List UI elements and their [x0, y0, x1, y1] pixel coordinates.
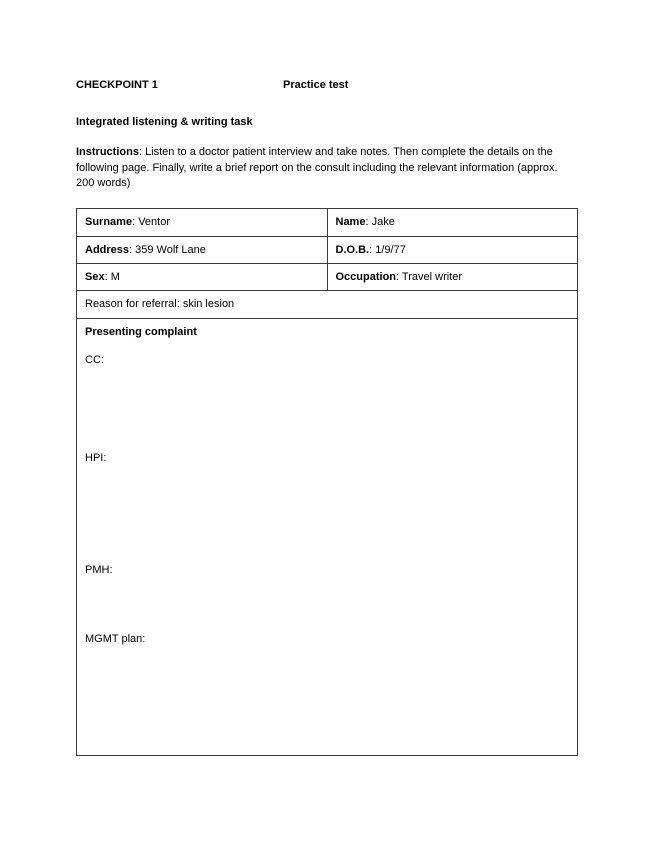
- surname-label: Surname: [85, 216, 133, 229]
- mgmt-plan-label: MGMT plan:: [85, 632, 146, 645]
- title-row: [76, 78, 578, 92]
- hpi-label: HPI:: [85, 452, 107, 465]
- cc-label: CC:: [85, 353, 104, 366]
- sex-cell: [77, 264, 328, 291]
- practice-test-title: Practice test: [283, 79, 349, 91]
- name-label: Name: [335, 216, 366, 229]
- checkpoint-title: CHECKPOINT 1: [76, 79, 158, 91]
- address-label: Address: [85, 243, 130, 256]
- address-cell: [77, 236, 328, 263]
- instructions-label: Instructions: [76, 145, 139, 158]
- occupation-cell: [327, 264, 578, 291]
- table-row: [77, 264, 578, 291]
- presenting-complaint-heading: Presenting complaint: [85, 325, 197, 338]
- dob-value: : 1/9/77: [369, 243, 406, 256]
- occupation-label: Occupation: [335, 271, 397, 283]
- sex-label: Sex: [85, 271, 105, 283]
- name-value: : Jake: [365, 216, 395, 229]
- presenting-complaint-cell: [77, 318, 578, 755]
- table-row: [77, 318, 578, 755]
- referral-text: Reason for referral: skin lesion: [85, 298, 235, 311]
- dob-cell: [327, 236, 578, 263]
- address-value: : 359 Wolf Lane: [129, 243, 206, 256]
- name-cell: [327, 209, 578, 236]
- dob-label: D.O.B.: [335, 243, 370, 256]
- table-row: [77, 291, 578, 318]
- instructions-text: : Listen to a doctor patient interview and take notes. Then complete the details on the following page. Finally, write a brief report on the consult including the relevant information (approx. 200 words): [76, 145, 558, 190]
- occupation-value: : Travel writer: [396, 271, 463, 283]
- pmh-label: PMH:: [85, 564, 113, 577]
- sex-value: : M: [104, 271, 120, 283]
- task-title: Integrated listening & writing task: [76, 116, 253, 129]
- instructions-paragraph: [76, 145, 578, 193]
- surname-cell: [77, 209, 328, 236]
- surname-value: : Ventor: [132, 216, 170, 229]
- referral-cell: [77, 291, 578, 318]
- table-row: [77, 236, 578, 263]
- table-row: [77, 209, 578, 236]
- patient-details-table: [76, 208, 578, 755]
